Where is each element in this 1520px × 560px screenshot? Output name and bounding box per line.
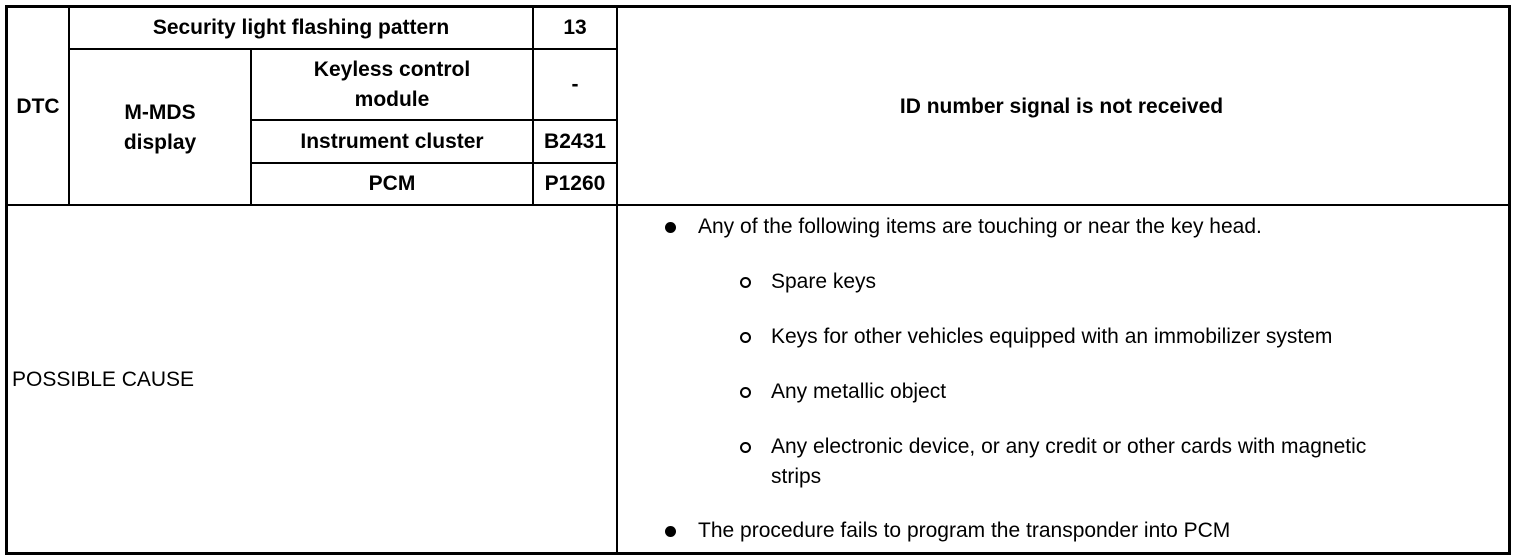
list-item bbox=[740, 377, 946, 407]
sub-item-text: Keys for other vehicles equipped with an immobilizer system bbox=[771, 325, 1333, 348]
sub-item-text: Any electronic device, or any credit or other cards with magnetic strips bbox=[771, 435, 1367, 488]
list-item bbox=[740, 322, 1332, 352]
module-code-instrument-cluster: B2431 bbox=[544, 129, 606, 153]
list-item bbox=[655, 516, 1230, 546]
dtc-description: ID number signal is not received bbox=[899, 94, 1224, 118]
circle-bullet-icon bbox=[740, 387, 751, 398]
circle-bullet-icon bbox=[740, 332, 751, 343]
bullet-icon bbox=[665, 526, 676, 537]
list-item bbox=[655, 212, 1262, 242]
list-item bbox=[740, 432, 1380, 492]
flashing-pattern-value: 13 bbox=[563, 16, 587, 39]
module-code-pcm: P1260 bbox=[544, 172, 606, 195]
module-name-instrument-cluster: Instrument cluster bbox=[300, 129, 484, 153]
cause-item-text: The procedure fails to program the transponder into PCM bbox=[698, 519, 1231, 542]
cause-item-text: Any of the following items are touching or near the key head. bbox=[698, 215, 1262, 238]
flashing-pattern-label: Security light flashing pattern bbox=[152, 16, 450, 39]
sub-item-text: Any metallic object bbox=[771, 380, 947, 403]
dtc-label: DTC bbox=[16, 94, 60, 118]
circle-bullet-icon bbox=[740, 442, 751, 453]
sub-item-text: Spare keys bbox=[771, 270, 877, 293]
module-name-keyless: Keyless control module bbox=[313, 57, 471, 111]
bullet-icon bbox=[665, 222, 676, 233]
module-name-pcm: PCM bbox=[368, 172, 416, 195]
circle-bullet-icon bbox=[740, 277, 751, 288]
list-item bbox=[740, 267, 876, 297]
mmds-display-label: M-MDS display bbox=[123, 100, 197, 154]
possible-cause-label: POSSIBLE CAUSE bbox=[12, 367, 195, 391]
module-code-keyless: - bbox=[571, 72, 579, 96]
